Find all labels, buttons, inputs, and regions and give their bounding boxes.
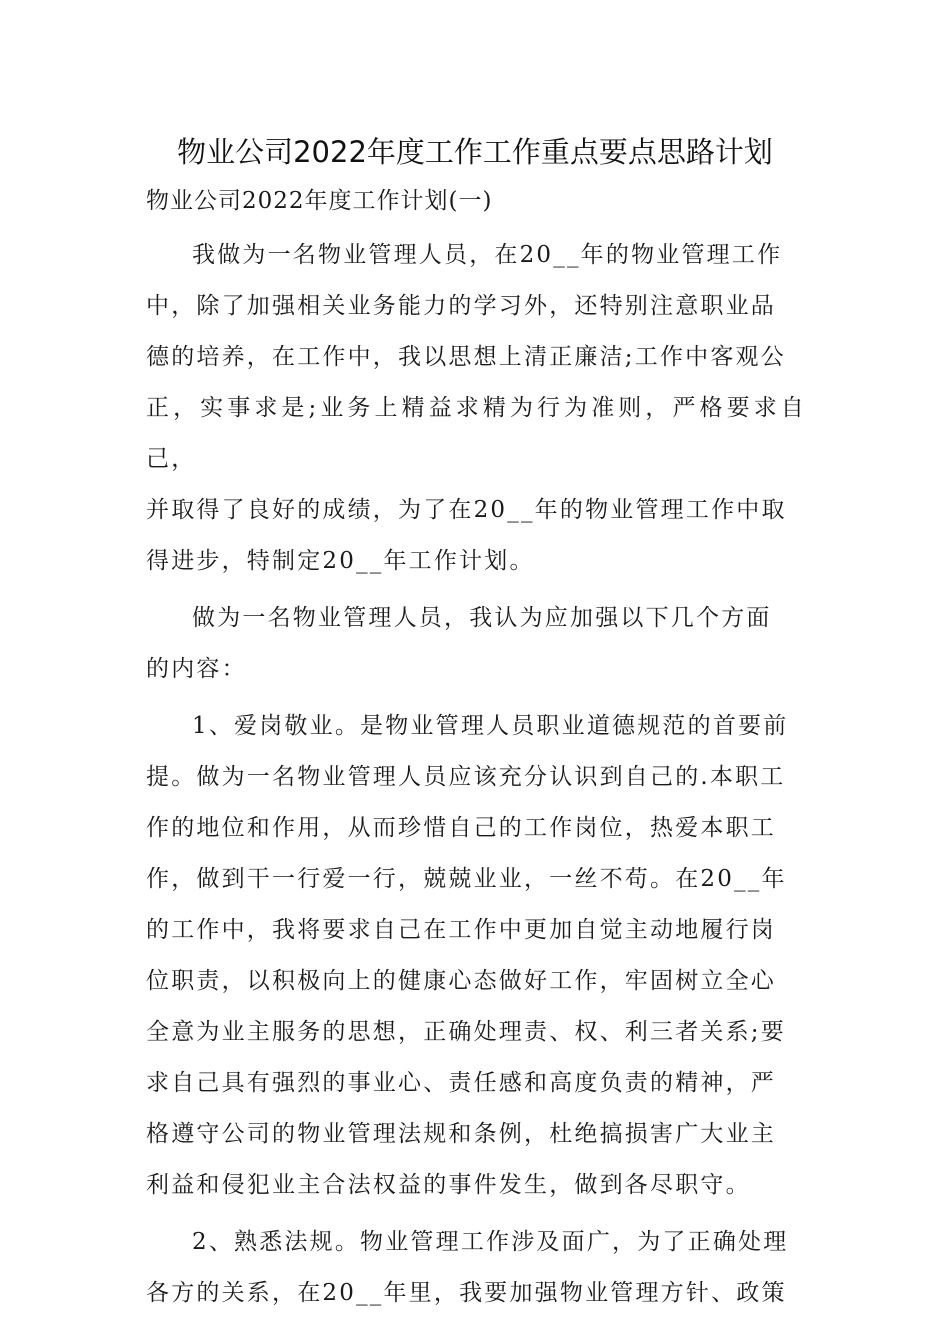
text-line: 正，实事求是;业务上精益求精为行为准则，严格要求自己， bbox=[146, 395, 806, 472]
text-line: 1、爱岗敬业。是物业管理人员职业道德规范的首要前 bbox=[192, 713, 789, 739]
paragraph-item-2 bbox=[146, 1217, 806, 1319]
text-line: 的工作中，我将要求自己在工作中更加自觉主动地履行岗 bbox=[146, 917, 776, 943]
text-line: 2、熟悉法规。物业管理工作涉及面广，为了正确处理 bbox=[192, 1229, 789, 1255]
text-line: 做为一名物业管理人员，我认为应加强以下几个方面 bbox=[192, 605, 772, 631]
text-line: 各方的关系，在20__年里，我要加强物业管理方针、政策 bbox=[146, 1280, 787, 1306]
paragraph-intro bbox=[146, 230, 806, 587]
text-line: 作，做到干一行爱一行，兢兢业业，一丝不苟。在20__年 bbox=[146, 866, 787, 892]
text-line: 作的地位和作用，从而珍惜自己的工作岗位，热爱本职工 bbox=[146, 815, 776, 841]
paragraph-item-1 bbox=[146, 701, 806, 1211]
text-line: 得进步，特制定20__年工作计划。 bbox=[146, 548, 535, 574]
document-subtitle: 物业公司2022年度工作计划(一) bbox=[146, 188, 493, 214]
text-line: 中，除了加强相关业务能力的学习外，还特别注意职业品 bbox=[146, 293, 776, 319]
text-line: 的内容： bbox=[146, 656, 247, 682]
text-line: 格遵守公司的物业管理法规和条例，杜绝搞损害广大业主 bbox=[146, 1121, 776, 1147]
text-line: 并取得了良好的成绩，为了在20__年的物业管理工作中取 bbox=[146, 497, 787, 523]
text-line: 利益和侵犯业主合法权益的事件发生，做到各尽职守。 bbox=[146, 1172, 751, 1198]
text-line: 我做为一名物业管理人员，在20__年的物业管理工作 bbox=[192, 242, 783, 268]
document-title: 物业公司2022年度工作工作重点要点思路计划 bbox=[177, 135, 773, 169]
paragraph-aspects bbox=[146, 593, 806, 695]
text-line: 全意为业主服务的思想，正确处理责、权、利三者关系;要 bbox=[146, 1019, 786, 1045]
document-body bbox=[146, 230, 806, 1325]
text-line: 德的培养，在工作中，我以思想上清正廉洁;工作中客观公 bbox=[146, 344, 786, 370]
text-line: 求自己具有强烈的事业心、责任感和高度负责的精神，严 bbox=[146, 1070, 776, 1096]
text-line: 位职责，以积极向上的健康心态做好工作，牢固树立全心 bbox=[146, 968, 776, 994]
text-line: 提。做为一名物业管理人员应该充分认识到自己的.本职工 bbox=[146, 764, 786, 790]
